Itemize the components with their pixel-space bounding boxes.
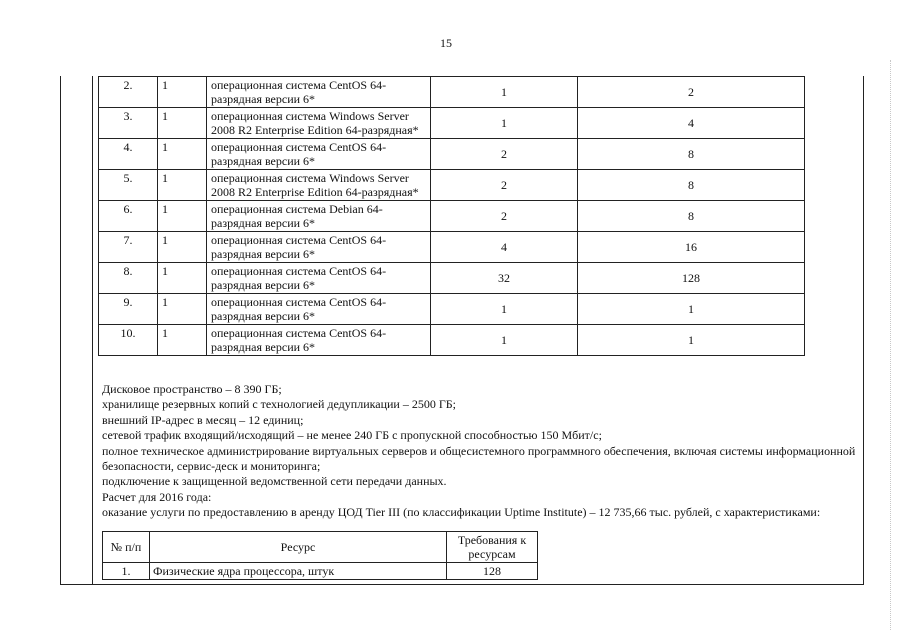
row-requirement: 128	[447, 563, 538, 580]
row-number: 4.	[99, 139, 158, 170]
external-ip-line: внешний IP-адрес в месяц – 12 единиц;	[102, 412, 304, 427]
row-value-2: 8	[578, 201, 805, 232]
row-description: операционная система CentOS 64-разрядная версии 6*	[207, 325, 431, 356]
table-row	[99, 201, 805, 232]
row-value-1: 32	[431, 263, 578, 294]
table-row	[99, 294, 805, 325]
row-count: 1	[158, 232, 207, 263]
row-value-2: 8	[578, 139, 805, 170]
row-value-1: 2	[431, 201, 578, 232]
table-row	[99, 139, 805, 170]
table-row	[103, 563, 538, 580]
row-description: операционная система CentOS 64-разрядная версии 6*	[207, 139, 431, 170]
backup-storage-line: хранилище резервных копий с технологией дедупликации – 2500 ГБ;	[102, 397, 457, 412]
row-value-2: 128	[578, 263, 805, 294]
frame-inner-line	[92, 76, 93, 584]
row-description: операционная система CentOS 64-разрядная версии 6*	[207, 263, 431, 294]
network-traffic-line: сетевой трафик входящий/исходящий – не менее 240 ГБ с пропускной способностью 150 Мбит/с;	[102, 428, 602, 443]
table-row	[99, 77, 805, 108]
scan-edge-marks	[890, 60, 897, 630]
row-value-1: 4	[431, 232, 578, 263]
table-row	[99, 108, 805, 139]
row-count: 1	[158, 325, 207, 356]
service-description: оказание услуги по предоставлению в аренду ЦОД Tier III (по классификации Uptime Institute) – 12 735,66 тыс. рублей, с характеристиками:	[102, 505, 821, 520]
table-row	[99, 325, 805, 356]
table-row	[99, 263, 805, 294]
row-count: 1	[158, 201, 207, 232]
row-count: 1	[158, 170, 207, 201]
table-header-row	[103, 532, 538, 563]
row-number: 1.	[103, 563, 150, 580]
row-value-2: 8	[578, 170, 805, 201]
row-value-2: 2	[578, 77, 805, 108]
header-number: № п/п	[103, 532, 150, 563]
row-count: 1	[158, 294, 207, 325]
row-description: операционная система Windows Server 2008 R2 Enterprise Edition 64-разрядная*	[207, 170, 431, 201]
row-description: операционная система CentOS 64-разрядная версии 6*	[207, 232, 431, 263]
row-value-2: 16	[578, 232, 805, 263]
resource-table	[102, 531, 538, 580]
row-description: операционная система CentOS 64-разрядная версии 6*	[207, 77, 431, 108]
row-value-1: 1	[431, 77, 578, 108]
row-value-1: 1	[431, 294, 578, 325]
row-count: 1	[158, 139, 207, 170]
row-resource: Физические ядра процессора, штук	[150, 563, 447, 580]
row-count: 1	[158, 108, 207, 139]
row-value-2: 1	[578, 325, 805, 356]
row-value-1: 1	[431, 108, 578, 139]
row-number: 6.	[99, 201, 158, 232]
disk-space-line: Дисковое пространство – 8 390 ГБ;	[102, 382, 282, 396]
requirements-text	[102, 382, 858, 521]
row-number: 9.	[99, 294, 158, 325]
row-description: операционная система Debian 64-разрядная версии 6*	[207, 201, 431, 232]
row-number: 8.	[99, 263, 158, 294]
row-count: 1	[158, 263, 207, 294]
table-row	[99, 170, 805, 201]
row-number: 10.	[99, 325, 158, 356]
row-value-2: 1	[578, 294, 805, 325]
table-row	[99, 232, 805, 263]
page-number: 15	[440, 36, 452, 50]
row-description: операционная система CentOS 64-разрядная версии 6*	[207, 294, 431, 325]
row-value-1: 2	[431, 139, 578, 170]
row-number: 7.	[99, 232, 158, 263]
row-description: операционная система Windows Server 2008 R2 Enterprise Edition 64-разрядная*	[207, 108, 431, 139]
server-spec-table	[98, 76, 805, 356]
header-requirements: Требования к ресурсам	[447, 532, 538, 563]
row-number: 5.	[99, 170, 158, 201]
calculation-heading: Расчет для 2016 года:	[102, 489, 212, 504]
header-resource: Ресурс	[150, 532, 447, 563]
row-value-1: 1	[431, 325, 578, 356]
administration-line: полное техническое администрирование виртуальных серверов и общесистемного программного обеспечения, включая системы информационной безопасности, сервис-деск и мониторинга;	[102, 443, 856, 474]
row-value-1: 2	[431, 170, 578, 201]
row-number: 2.	[99, 77, 158, 108]
secure-network-line: подключение к защищенной ведомственной сети передачи данных.	[102, 474, 447, 489]
row-value-2: 4	[578, 108, 805, 139]
row-number: 3.	[99, 108, 158, 139]
row-count: 1	[158, 77, 207, 108]
